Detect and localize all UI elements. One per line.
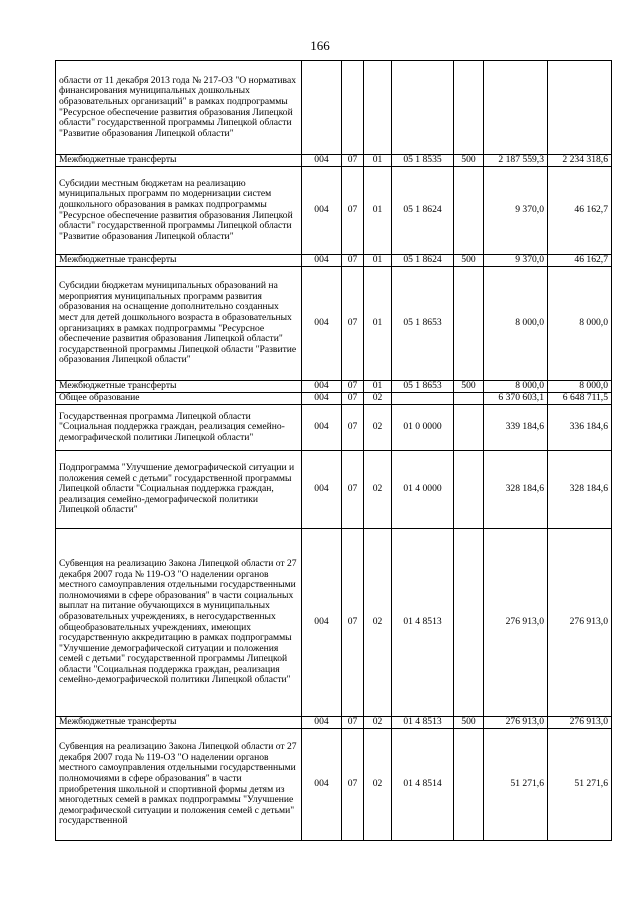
table-row — [56, 729, 612, 841]
cell-ministry-code: 004 — [302, 729, 342, 841]
cell-section: 07 — [342, 381, 364, 393]
cell-ministry-code: 004 — [302, 529, 342, 717]
cell-amount-2015: 6 370 603,1 — [484, 393, 548, 405]
cell-name: области от 11 декабря 2013 года № 217-ОЗ "О нормативах финансирования муниципальных дошкольных образовательных организаций" в рамках подпрограммы "Ресурсное обеспечение развития образования Липецкой области" государственной программы Липецкой области "Развитие образования Липецкой области" — [56, 61, 302, 155]
cell-amount-2016: 328 184,6 — [548, 451, 612, 529]
cell-amount-2016: 8 000,0 — [548, 381, 612, 393]
cell-subsection: 01 — [364, 267, 392, 381]
cell-amount-2016: 276 913,0 — [548, 529, 612, 717]
cell-expense-type — [454, 61, 484, 155]
cell-name: Общее образование — [56, 393, 302, 405]
cell-amount-2016: 51 271,6 — [548, 729, 612, 841]
cell-ministry-code — [302, 61, 342, 155]
cell-expense-type — [454, 267, 484, 381]
cell-section: 07 — [342, 717, 364, 729]
cell-target-article: 01 4 8513 — [392, 717, 454, 729]
cell-amount-2015: 339 184,6 — [484, 405, 548, 451]
cell-amount-2016: 46 162,7 — [548, 167, 612, 255]
cell-amount-2015 — [484, 61, 548, 155]
cell-subsection: 02 — [364, 393, 392, 405]
cell-subsection: 01 — [364, 167, 392, 255]
table-row — [56, 381, 612, 393]
table-row — [56, 717, 612, 729]
cell-target-article — [392, 61, 454, 155]
cell-amount-2016: 46 162,7 — [548, 255, 612, 267]
cell-amount-2015: 51 271,6 — [484, 729, 548, 841]
cell-amount-2016: 2 234 318,6 — [548, 155, 612, 167]
table-row — [56, 405, 612, 451]
cell-subsection: 01 — [364, 381, 392, 393]
table-row — [56, 451, 612, 529]
cell-ministry-code: 004 — [302, 167, 342, 255]
table-row — [56, 267, 612, 381]
cell-subsection: 01 — [364, 155, 392, 167]
cell-target-article — [392, 393, 454, 405]
cell-expense-type: 500 — [454, 255, 484, 267]
cell-section: 07 — [342, 155, 364, 167]
cell-expense-type — [454, 405, 484, 451]
page-number: 166 — [310, 38, 330, 53]
cell-subsection: 01 — [364, 255, 392, 267]
cell-section — [342, 61, 364, 155]
cell-section: 07 — [342, 255, 364, 267]
cell-expense-type — [454, 167, 484, 255]
cell-section: 07 — [342, 729, 364, 841]
cell-target-article: 05 1 8624 — [392, 255, 454, 267]
cell-name: Межбюджетные трансферты — [56, 717, 302, 729]
cell-amount-2016: 8 000,0 — [548, 267, 612, 381]
table-body — [56, 61, 612, 841]
cell-expense-type: 500 — [454, 155, 484, 167]
cell-subsection: 02 — [364, 729, 392, 841]
cell-subsection: 02 — [364, 717, 392, 729]
table-row — [56, 61, 612, 155]
cell-amount-2016: 336 184,6 — [548, 405, 612, 451]
cell-amount-2016 — [548, 61, 612, 155]
cell-amount-2015: 8 000,0 — [484, 381, 548, 393]
cell-ministry-code: 004 — [302, 255, 342, 267]
cell-ministry-code: 004 — [302, 381, 342, 393]
cell-subsection: 02 — [364, 451, 392, 529]
cell-ministry-code: 004 — [302, 393, 342, 405]
budget-table — [55, 60, 612, 841]
cell-expense-type: 500 — [454, 717, 484, 729]
cell-name: Подпрограмма "Улучшение демографической ситуации и положения семей с детьми" государственной программы Липецкой области "Социальная поддержка граждан, реализация семейно-демографической политики Липецкой области" — [56, 451, 302, 529]
cell-name: Государственная программа Липецкой области "Социальная поддержка граждан, реализация семейно-демографической политики Липецкой области" — [56, 405, 302, 451]
cell-target-article: 01 4 8513 — [392, 529, 454, 717]
cell-amount-2016: 276 913,0 — [548, 717, 612, 729]
cell-section: 07 — [342, 167, 364, 255]
cell-target-article: 01 0 0000 — [392, 405, 454, 451]
table-row — [56, 255, 612, 267]
cell-expense-type: 500 — [454, 381, 484, 393]
cell-amount-2015: 328 184,6 — [484, 451, 548, 529]
cell-target-article: 05 1 8653 — [392, 381, 454, 393]
cell-subsection — [364, 61, 392, 155]
cell-target-article: 05 1 8624 — [392, 167, 454, 255]
table-row — [56, 167, 612, 255]
cell-ministry-code: 004 — [302, 717, 342, 729]
cell-amount-2015: 276 913,0 — [484, 529, 548, 717]
cell-target-article: 05 1 8535 — [392, 155, 454, 167]
cell-name: Межбюджетные трансферты — [56, 155, 302, 167]
cell-section: 07 — [342, 393, 364, 405]
cell-ministry-code: 004 — [302, 451, 342, 529]
cell-amount-2015: 2 187 559,3 — [484, 155, 548, 167]
cell-expense-type — [454, 393, 484, 405]
cell-subsection: 02 — [364, 405, 392, 451]
cell-amount-2015: 276 913,0 — [484, 717, 548, 729]
cell-section: 07 — [342, 529, 364, 717]
table-row — [56, 155, 612, 167]
cell-expense-type — [454, 451, 484, 529]
cell-target-article: 05 1 8653 — [392, 267, 454, 381]
cell-ministry-code: 004 — [302, 155, 342, 167]
cell-ministry-code: 004 — [302, 405, 342, 451]
cell-section: 07 — [342, 267, 364, 381]
cell-amount-2015: 9 370,0 — [484, 255, 548, 267]
cell-amount-2015: 9 370,0 — [484, 167, 548, 255]
cell-name: Субвенция на реализацию Закона Липецкой области от 27 декабря 2007 года № 119-ОЗ "О наделении органов местного самоуправления отдельными государственными полномочиями в сфере образования" в части приобретения школьной и спортивной формы детям из многодетных семей в рамках подпрограммы "Улучшение демографической ситуации и положения семей с детьми" государственной — [56, 729, 302, 841]
table-row — [56, 393, 612, 405]
cell-name: Межбюджетные трансферты — [56, 381, 302, 393]
cell-target-article: 01 4 8514 — [392, 729, 454, 841]
cell-expense-type — [454, 729, 484, 841]
cell-ministry-code: 004 — [302, 267, 342, 381]
cell-name: Субсидии местным бюджетам на реализацию муниципальных программ по модернизации систем дошкольного образования в рамках подпрограммы "Ресурсное обеспечение развития образования Липецкой области" государственной программы Липецкой области "Развитие образования Липецкой области" — [56, 167, 302, 255]
cell-section: 07 — [342, 405, 364, 451]
cell-expense-type — [454, 529, 484, 717]
cell-target-article: 01 4 0000 — [392, 451, 454, 529]
cell-section: 07 — [342, 451, 364, 529]
cell-subsection: 02 — [364, 529, 392, 717]
cell-name: Субвенция на реализацию Закона Липецкой области от 27 декабря 2007 года № 119-ОЗ "О наделении органов местного самоуправления отдельными государственными полномочиями в сфере образования" в части социальных выплат на питание обучающихся в муниципальных образовательных учреждениях, в негосударственных общеобразовательных учреждениях, имеющих государственную аккредитацию в рамках подпрограммы "Улучшение демографической ситуации и положения семей с детьми" государственной программы Липецкой области "Социальная поддержка граждан, реализация семейно-демографической политики Липецкой области" — [56, 529, 302, 717]
cell-name: Межбюджетные трансферты — [56, 255, 302, 267]
cell-name: Субсидии бюджетам муниципальных образований на мероприятия муниципальных программ развития образования на оснащение дополнительно созданных мест для детей дошкольного возраста в образовательных организациях в рамках подпрограммы "Ресурсное обеспечение развития образования Липецкой области" государственной программы Липецкой области "Развитие образования Липецкой области" — [56, 267, 302, 381]
cell-amount-2016: 6 648 711,5 — [548, 393, 612, 405]
table-row — [56, 529, 612, 717]
cell-amount-2015: 8 000,0 — [484, 267, 548, 381]
